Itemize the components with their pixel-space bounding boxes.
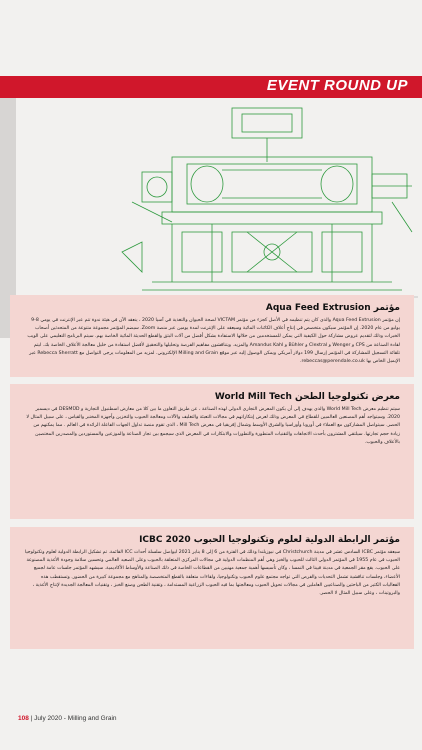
article-aqua-feed-extrusion — [10, 295, 414, 377]
article-body: سيعقد مؤتمر ICBC السادس عشر في مدينة Christchurch في نيوزيلندا وذلك في الفترة من 6 إلى 8 يناير 2021 ليواصل سلسلة أحداث ICC القائمة. تم تشكيل الرابطة الدولية لعلوم وتكنولوجيا الحبوب في عام 1955 في المؤتمر الدولي الثالث للحبوب والخبز وهي أهم المنظمات الدولية في مجالات المركزي المتعلقة بالحبوب وعلى الصعيد العالمي وتحسين سلامة وجودة الأغذية المصنوعة على الحبوب. يقع مقر الجمعية في مدينة فيينا في النمسا ، وكان تأسيسها أهمية جمعية مهنيين من القطاعات الخاصة في ذلك الصناعة والأوساط الأكاديمية. سيشهد المؤتمر جلسات عامة لجميع الأعضاء، وجلسات تناقشية تشمل التحديات والفرص التي تواجه مجتمع علوم الحبوب وتكنولوجيا، ولقاءات متعلقة بالقطع المتخصصة والمناهج مع مجموعة كبيرة من الحضور. وتستقطب هذه الفعاليات الكثير من الباحثين والصناعيين العاملين في مجالات تحويل الحبوب ومعالجتها بما فيه الحبوب الزراعية المستدامة ، وتقنية الطحن وصنع الخبز ، وتقنيات المعالجة الجديدة لإنتاج الأغذية ، والبروتينات ، وعلى سبيل المثال لا الحصر. — [24, 550, 400, 597]
issue-label: July 2020 - Milling and Grain — [34, 715, 117, 722]
article-world-mill-tech — [10, 384, 414, 519]
article-title: معرض تكنولوجيا الطحن World Mill Tech — [214, 392, 400, 402]
page-number: 108 — [18, 715, 29, 722]
article-body: إن مؤتمر Aqua Feed Extrusion والذي كان يتم تنظيمه في الأصل كجزء من مؤتمر VICTAM لصحة الحيوان والتغذية في آسيا 2020 ، ينعقد الآن في هيئة ندوة تتم عبر الإنترنت في يومي 8-9 يوليو من عام 2020. إن المؤتمر سيكون متخصص في إنتاج أعلاف الكائنات المائية وسيعقد على الإنترنت لمدة يومين عبر منصة Zoom. سيضم المؤتمر مجموعة متنوعة من المتحدثين أصحاب الخبرات وذلك لتقديم عروض مشاركة حول الكيفية التي يمكن للمستخدمين من خلالها الاستفادة بشكل أفضل من آلات البثق والقطع الحديثة المائية الخاصة بهم. سيتم البرنامج التعليمي على الويب لقادة الصناعة من CPS و Wenger و Clextral و Bühler و Amandus Kahl والمزيد. ويتناقشون مفاهيم الفرصة وتحليلها والتحقيق لأفضل استفادة من خليل معالجة الأعلاف الخاصة بك. ليتم تلقائة التسجيل للمشاركة في المؤتمر إرسال 199 دولار أمريكي ويمكن الوصول إليه عبر موقع Milling and Grain الإلكتروني. لمزيد من المعلومات يرجى التواصل مع Rebecca Sherratt عبر الإيميل الخاص بها rebeccas@perendale.co.uk. — [27, 318, 400, 365]
article-body: سيتم تنظيم معرض World Mill Tech والذي يهدف إلى أن يكون المعرض التجاري الدولي لهذه الصناعة ، عن طريق التعاون ما بين كلا من معارض اسطنبول التجارية و DESMÜD في ديسمبر 2020. وسيتواجد أهم المصنعين العالميين للقطاع في المعرض وذلك لعرض إبتكاراتهم في مجالات التعبئة والتغليف والآلات ومعالجة الحبوب والتخزين وأجهزة المختبر والقياس ، على سبيل المثال لا الحصر. سيتواصل المشاركون مع العملاء في أوروبا وأوراسيا والشرق الأوسط وشمال إفريقيا في معرض Mill Tech ، الذي تقوم منصة تداول الجهات الفاعلة الرائدة في العالم . مما يمكنهم من زيادة حجم تجارتها. سيلتقي المشترون بأحدث الاتجاهات والتقنيات المتطورة والتطورات والابتكارات في المعرض الذي سيجمع بين تجار الصناعة والموزعين والمستوردين والمصدرين المختصين بالأعلاف والحبوب. — [26, 407, 400, 445]
article-title: مؤتمر الرابطة الدولية لعلوم وتكنولوجيا الحبوب ICBC 2020 — [139, 535, 400, 545]
banner-title: EVENT ROUND UP — [266, 77, 408, 94]
page-footer — [18, 715, 117, 722]
extruder-machine-illustration — [112, 102, 418, 302]
article-title: مؤتمر Aqua Feed Extrusion — [265, 303, 400, 313]
footer-separator: | — [30, 715, 35, 722]
event-roundup-banner — [0, 76, 422, 98]
article-icbc-2020 — [10, 527, 414, 649]
